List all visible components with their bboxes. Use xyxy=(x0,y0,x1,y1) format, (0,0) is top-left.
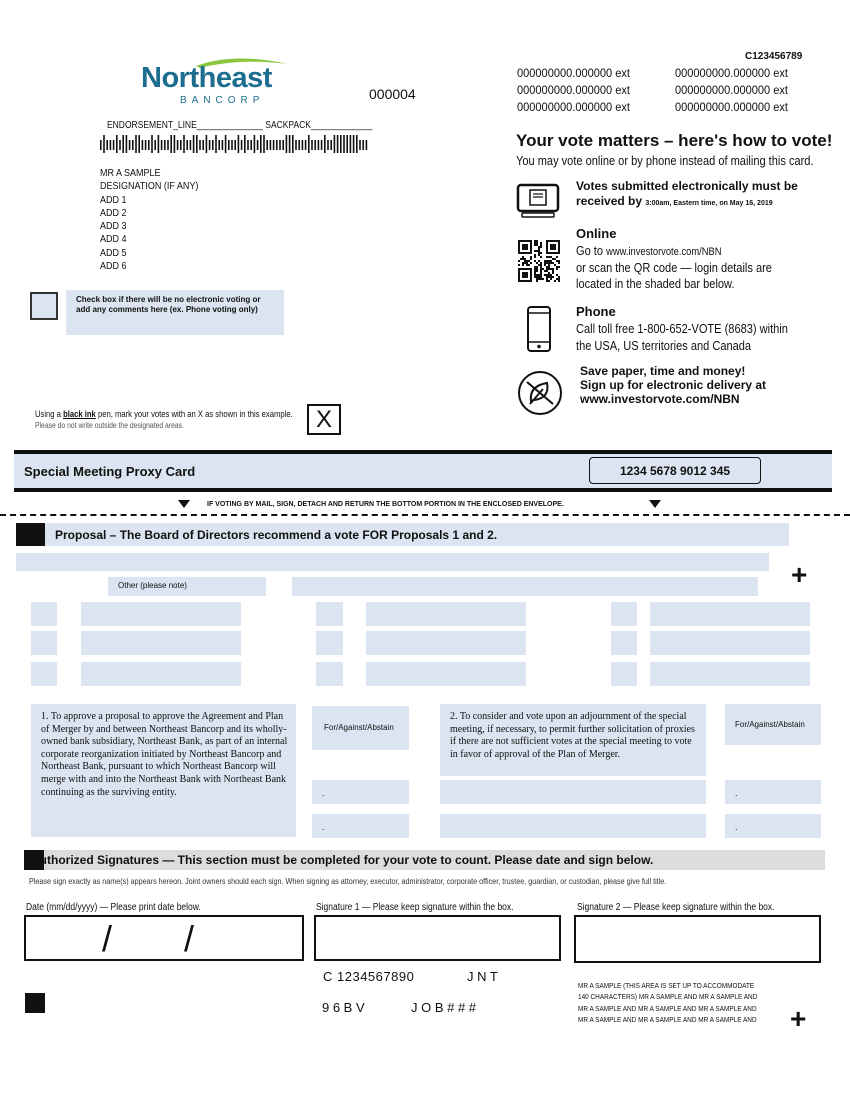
footer-code-4: J O B # # # xyxy=(411,1000,477,1015)
paper-line2: Sign up for electronic delivery at xyxy=(580,378,767,392)
signature-1-box[interactable] xyxy=(314,915,561,961)
computer-icon xyxy=(516,183,560,219)
vote-title: Your vote matters – here's how to vote! xyxy=(516,131,833,150)
online-go: Go to xyxy=(576,243,604,258)
grid-cell xyxy=(366,602,526,626)
logo-name: Northeast xyxy=(141,62,272,94)
other-label-box xyxy=(108,577,266,596)
phone-icon xyxy=(526,306,552,352)
control-code: C123456789 xyxy=(745,51,803,62)
proposal-2-vote-label-box xyxy=(725,704,821,745)
online-url[interactable]: www.investorvote.com/NBN xyxy=(606,246,722,258)
proposal-1-vote-field[interactable] xyxy=(312,780,409,804)
postal-barcode-icon xyxy=(100,135,370,153)
proposal-2-vote-label: For/Against/Abstain xyxy=(735,720,805,729)
grid-cell xyxy=(316,631,343,655)
proposal-section-marker xyxy=(16,523,45,546)
grid-cell xyxy=(650,631,810,655)
comment-box-text: Check box if there will be no electronic voting or add any comments here (ex. Phone voting only) xyxy=(76,295,261,314)
online-go-line xyxy=(576,243,721,258)
proposal-1-text: 1. To approve a proposal to approve the Agreement and Plan of Merger by and between Northeast Bancorp and its wholly-owned bank subsidiary, Northeast Bank, as part of an internal corporate reorganization initiated by Northeast Bancorp and Northeast Bank, pursuant to which Northeast Bancorp will merge with and into the Northeast Bank with Northeast Bank continuing as the surviving entity. xyxy=(41,711,288,798)
address-line: ADD 4 xyxy=(100,234,127,246)
grid-cell xyxy=(611,602,637,626)
other-label: Other (please note) xyxy=(118,581,187,590)
deadline-text xyxy=(576,179,816,211)
example-mark-box xyxy=(307,404,341,435)
proposal-1-vote-label: For/Against/Abstain xyxy=(324,723,394,732)
signature-2-box[interactable] xyxy=(574,915,821,963)
grid-cell xyxy=(611,662,637,686)
proxy-bar xyxy=(14,454,832,488)
grid-cell xyxy=(611,631,637,655)
date-label: Date (mm/dd/yyyy) — Please print date below. xyxy=(26,902,201,913)
sequence-number: 000004 xyxy=(369,86,416,102)
ink-instruction xyxy=(35,409,293,419)
field-dot: . xyxy=(322,822,325,832)
deadline-bold: Votes submitted electronically must be received by xyxy=(576,179,798,208)
sig2-label: Signature 2 — Please keep signature within the box. xyxy=(577,902,775,913)
online-line3: located in the shaded bar below. xyxy=(576,276,735,291)
grid-cell xyxy=(316,602,343,626)
grid-cell xyxy=(366,662,526,686)
registration-plus-bottom: + xyxy=(790,1003,807,1034)
address-line: MR A SAMPLE xyxy=(100,168,161,179)
control-number-box xyxy=(589,457,761,484)
grid-cell xyxy=(316,662,343,686)
grid-cell xyxy=(31,662,57,686)
ext-cell: 000000000.000000 ext xyxy=(517,100,630,114)
ink-instruction-link: black ink xyxy=(63,409,96,419)
detach-instruction: IF VOTING BY MAIL, SIGN, DETACH AND RETURN THE BOTTOM PORTION IN THE ENCLOSED ENVELOPE. xyxy=(207,501,564,508)
grid-cell xyxy=(366,631,526,655)
ext-cell: 000000000.000000 ext xyxy=(517,83,630,97)
shaded-field xyxy=(440,780,706,804)
paper-line1: Save paper, time and money! xyxy=(580,364,746,378)
field-dot: . xyxy=(322,788,325,798)
date-slash: / xyxy=(102,918,113,959)
phone-title: Phone xyxy=(576,304,616,319)
paper-line3[interactable]: www.investorvote.com/NBN xyxy=(580,392,740,406)
date-slash: / xyxy=(184,918,195,959)
footer-code-3: 9 6 B V xyxy=(322,1000,365,1015)
company-logo xyxy=(138,54,288,110)
shaded-field xyxy=(440,814,706,838)
detach-dashed-line xyxy=(0,514,850,516)
signature-instruction: Please sign exactly as name(s) appears hereon. Joint owners should each sign. When signing as attorney, executor, administrator, corporate officer, trustee, guardian, or custodian, please give full title. xyxy=(29,877,667,886)
address-line: ADD 2 xyxy=(100,207,127,219)
footer-code-2: J N T xyxy=(467,969,498,984)
endorsement-line: ENDORSEMENT_LINE______________ SACKPACK_____________ xyxy=(107,120,373,131)
phone-line1: Call toll free 1-800-652-VOTE (8683) within xyxy=(576,321,788,336)
ext-cell: 000000000.000000 ext xyxy=(675,100,788,114)
address-line: DESIGNATION (IF ANY) xyxy=(100,181,199,193)
footer-marker xyxy=(25,993,45,1013)
vote-subtitle: You may vote online or by phone instead of mailing this card. xyxy=(516,153,814,168)
proposal-2-vote-field[interactable] xyxy=(725,814,821,838)
phone-line2: the USA, US territories and Canada xyxy=(576,338,752,353)
shaded-field xyxy=(16,553,769,571)
ext-cell: 000000000.000000 ext xyxy=(675,83,788,97)
proxy-card-title: Special Meeting Proxy Card xyxy=(24,464,196,479)
online-title: Online xyxy=(576,226,617,241)
comment-box[interactable] xyxy=(66,290,284,335)
grid-cell xyxy=(31,602,57,626)
example-mark: X xyxy=(315,405,332,433)
date-input-box[interactable] xyxy=(24,915,304,961)
no-electronic-voting-checkbox[interactable] xyxy=(30,292,58,320)
proposal-2-text: 2. To consider and vote upon an adjournment of the special meeting, if necessary, to permit further solicitation of proxies if there are not sufficient votes at the special meeting to vote in favor of approval of the Plan of Merger. xyxy=(450,711,695,760)
grid-cell xyxy=(650,602,810,626)
proposal-1-vote-label-box xyxy=(312,706,409,750)
sig1-label: Signature 1 — Please keep signature within the box. xyxy=(316,902,514,913)
ext-cell: 000000000.000000 ext xyxy=(517,66,630,80)
proposal-2-box xyxy=(440,704,706,776)
address-line: ADD 6 xyxy=(100,261,127,273)
logo-sub: BANCORP xyxy=(180,95,265,106)
grid-cell xyxy=(81,631,241,655)
grid-cell xyxy=(81,602,241,626)
sample-text: MR A SAMPLE (THIS AREA IS SET UP TO ACCOMMODATE 140 CHARACTERS) MR A SAMPLE AND MR A SAMPLE AND MR A SAMPLE AND MR A SAMPLE AND MR A SAMPLE AND MR A SAMPLE AND MR A SAMPLE AND MR A SAMPLE AND xyxy=(578,983,758,1024)
ink-instruction-post: pen, mark your votes with an X as shown in this example. xyxy=(95,409,293,419)
ink-instruction-pre: Using a xyxy=(35,409,64,419)
grid-cell xyxy=(31,631,57,655)
field-dot: . xyxy=(735,822,738,832)
proposal-1-vote-field[interactable] xyxy=(312,814,409,838)
signature-section-title: Authorized Signatures — This section must be completed for your vote to count. Please date and sign below. xyxy=(31,853,654,867)
field-dot: . xyxy=(735,788,738,798)
ext-cell: 000000000.000000 ext xyxy=(675,66,788,80)
grid-cell xyxy=(650,662,810,686)
proposal-header xyxy=(45,523,789,546)
footer-code-1: C 1234567890 xyxy=(323,969,415,984)
other-note-field[interactable] xyxy=(292,577,758,596)
address-block xyxy=(100,167,209,273)
proxy-bar-bottom-border xyxy=(14,488,832,492)
proposal-1-box xyxy=(31,704,296,837)
proposal-header-title: Proposal – The Board of Directors recommend a vote FOR Proposals 1 and 2. xyxy=(55,528,498,542)
qr-code-icon xyxy=(518,240,560,282)
deadline-time: 3:00am, Eastern time, on May 16, 2019 xyxy=(645,200,773,207)
detach-arrow-right-icon xyxy=(649,500,661,508)
grid-cell xyxy=(81,662,241,686)
address-line: ADD 5 xyxy=(100,247,127,259)
detach-arrow-left-icon xyxy=(178,500,190,508)
address-line: ADD 3 xyxy=(100,221,127,233)
address-line: ADD 1 xyxy=(100,194,127,206)
leaf-icon xyxy=(517,370,563,416)
registration-plus: + xyxy=(791,559,808,590)
online-line2: or scan the QR code — login details are xyxy=(576,260,772,275)
ink-instruction-line2: Please do not write outside the designated areas. xyxy=(35,421,184,430)
control-number: 1234 5678 9012 345 xyxy=(619,463,731,478)
proposal-2-vote-field[interactable] xyxy=(725,780,821,804)
